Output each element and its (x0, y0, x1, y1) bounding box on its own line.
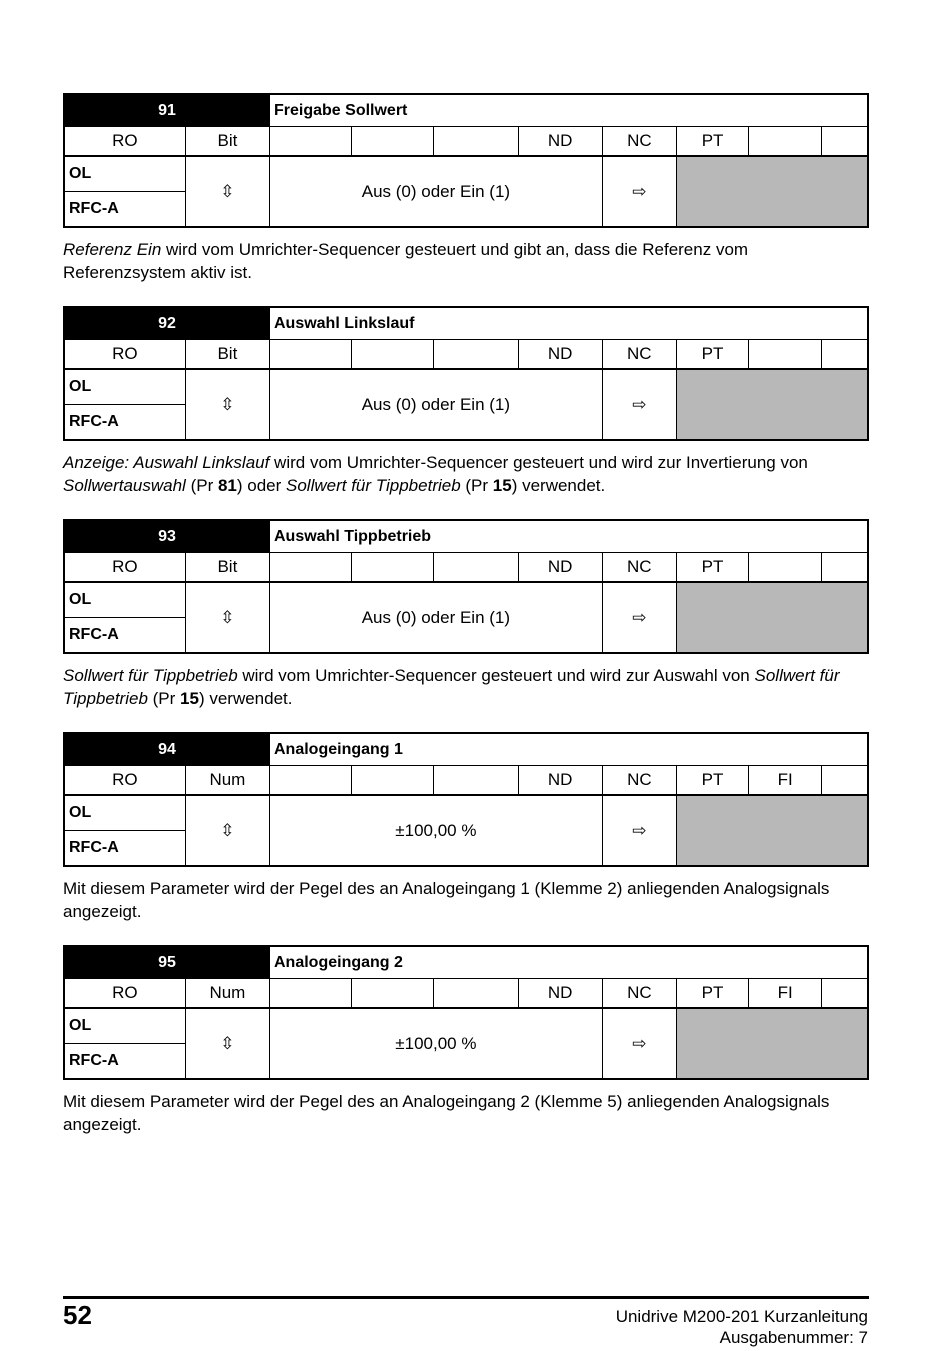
parameter-number: 92 (64, 307, 269, 340)
attribute-flag (434, 979, 518, 1009)
right-arrow-icon: ⇨ (602, 1008, 676, 1079)
attribute-flag (434, 553, 518, 583)
attribute-flag: RO (64, 340, 185, 370)
description-text: Referenz Ein (63, 240, 162, 259)
up-down-arrow-icon: ⇳ (185, 156, 269, 227)
attribute-flag: RO (64, 979, 185, 1009)
description-text: Mit diesem Parameter wird der Pegel des an Analogeingang 1 (Klemme 2) anliegenden Analogsignals angezeigt. (63, 879, 830, 921)
description-text: Sollwert für Tippbetrieb (63, 666, 238, 685)
parameter-description (63, 877, 869, 923)
mode-label-rfc-a: RFC-A (64, 192, 185, 228)
attribute-flag (434, 766, 518, 796)
parameter-table (63, 519, 869, 654)
page-number: 52 (63, 1300, 92, 1330)
attribute-flag (352, 979, 434, 1009)
attribute-flag: Bit (185, 340, 269, 370)
mode-label-ol: OL (64, 795, 185, 831)
parameter-name: Analogeingang 2 (270, 946, 869, 979)
description-text: ) verwendet. (511, 476, 606, 495)
attribute-flag (352, 766, 434, 796)
up-down-arrow-icon: ⇳ (185, 1008, 269, 1079)
parameter-range: Aus (0) oder Ein (1) (269, 369, 602, 440)
right-arrow-icon: ⇨ (602, 582, 676, 653)
attribute-flag: PT (676, 979, 748, 1009)
description-text: wird vom Umrichter-Sequencer gesteuert und wird zur Invertierung von (269, 453, 808, 472)
default-value-cell (676, 369, 868, 440)
attribute-flag (270, 127, 352, 157)
description-text: (Pr (185, 476, 218, 495)
mode-label-ol: OL (64, 369, 185, 405)
attribute-flag (749, 127, 822, 157)
parameter-table (63, 306, 869, 441)
attribute-flag: FI (749, 979, 822, 1009)
parameter-block-91 (63, 93, 869, 284)
attribute-flag: FI (749, 766, 822, 796)
default-value-cell (676, 1008, 868, 1079)
attribute-flag: NC (602, 766, 676, 796)
right-arrow-icon: ⇨ (602, 156, 676, 227)
description-text: ) oder (236, 476, 287, 495)
parameter-table (63, 732, 869, 867)
description-text: 15 (180, 689, 199, 708)
parameter-table (63, 93, 869, 228)
description-text: wird vom Umrichter-Sequencer gesteuert und wird zur Auswahl von (237, 666, 755, 685)
parameter-number: 95 (64, 946, 270, 979)
attribute-flag: RO (64, 553, 185, 583)
parameter-range: ±100,00 % (270, 795, 603, 866)
attribute-flag (352, 553, 434, 583)
footer-info (616, 1306, 868, 1348)
attribute-flag: ND (518, 553, 602, 583)
parameter-range: Aus (0) oder Ein (1) (269, 582, 602, 653)
attribute-flag: Num (185, 979, 269, 1009)
description-text: ) verwendet. (198, 689, 293, 708)
attribute-flag: Num (185, 766, 269, 796)
description-text: (Pr (460, 476, 493, 495)
default-value-cell (676, 156, 868, 227)
attribute-flag (749, 340, 822, 370)
attribute-flag (434, 127, 518, 157)
attribute-flag (434, 340, 518, 370)
attribute-flag: RO (64, 766, 185, 796)
description-text: Sollwert für Tippbetrieb (63, 666, 840, 708)
attribute-flag (269, 340, 351, 370)
attribute-flag (270, 979, 352, 1009)
parameter-name: Auswahl Linkslauf (269, 307, 868, 340)
description-text: (Pr (147, 689, 181, 708)
attribute-flag (822, 979, 868, 1009)
description-text: Anzeige: Auswahl Linkslauf (63, 453, 270, 472)
parameter-description (63, 238, 869, 284)
mode-label-rfc-a: RFC-A (64, 1044, 185, 1080)
attribute-flag: ND (518, 979, 602, 1009)
right-arrow-icon: ⇨ (602, 369, 676, 440)
description-text: 15 (492, 476, 512, 495)
attribute-flag: ND (518, 127, 602, 157)
parameter-name: Auswahl Tippbetrieb (269, 520, 868, 553)
parameter-number: 91 (64, 94, 270, 127)
parameter-description (63, 664, 869, 710)
attribute-flag: Bit (185, 553, 269, 583)
parameter-block-93 (63, 519, 869, 710)
up-down-arrow-icon: ⇳ (185, 582, 269, 653)
description-text: Mit diesem Parameter wird der Pegel des an Analogeingang 2 (Klemme 5) anliegenden Analogsignals angezeigt. (63, 1092, 830, 1134)
parameter-block-95 (63, 945, 869, 1136)
attribute-flag: PT (676, 766, 748, 796)
description-text: wird vom Umrichter-Sequencer gesteuert und gibt an, dass die Referenz vom Referenzsystem aktiv ist. (63, 240, 749, 282)
parameter-name: Freigabe Sollwert (270, 94, 868, 127)
description-text: Sollwertauswahl (63, 476, 186, 495)
parameter-range: ±100,00 % (270, 1008, 603, 1079)
parameter-block-92 (63, 306, 869, 497)
default-value-cell (676, 795, 868, 866)
parameter-block-94 (63, 732, 869, 923)
attribute-flag: ND (518, 766, 602, 796)
parameter-range: Aus (0) oder Ein (1) (270, 156, 603, 227)
attribute-flag (822, 766, 868, 796)
right-arrow-icon: ⇨ (602, 795, 676, 866)
manual-title: Unidrive M200-201 Kurzanleitung (615, 1307, 868, 1326)
parameter-number: 93 (64, 520, 269, 553)
parameter-description (63, 1090, 869, 1136)
attribute-flag: PT (676, 553, 748, 583)
attribute-flag (269, 553, 351, 583)
attribute-flag (352, 127, 434, 157)
attribute-flag: NC (602, 340, 676, 370)
parameter-number: 94 (64, 733, 270, 766)
parameter-description (63, 451, 869, 497)
attribute-flag (822, 553, 868, 583)
parameter-name: Analogeingang 1 (270, 733, 869, 766)
attribute-flag (822, 340, 868, 370)
attribute-flag: PT (676, 340, 748, 370)
attribute-flag: PT (676, 127, 748, 157)
description-text: 81 (217, 476, 237, 495)
mode-label-ol: OL (64, 1008, 185, 1044)
up-down-arrow-icon: ⇳ (185, 795, 269, 866)
mode-label-rfc-a: RFC-A (64, 831, 185, 867)
attribute-flag: NC (602, 127, 676, 157)
attribute-flag: NC (602, 553, 676, 583)
description-text: Sollwert für Tippbetrieb (286, 476, 461, 495)
parameter-table (63, 945, 869, 1080)
up-down-arrow-icon: ⇳ (185, 369, 269, 440)
attribute-flag: RO (64, 127, 185, 157)
attribute-flag: ND (518, 340, 602, 370)
attribute-flag (822, 127, 868, 157)
mode-label-rfc-a: RFC-A (64, 618, 185, 654)
footer-rule (63, 1296, 869, 1299)
issue-number: Ausgabenummer: 7 (719, 1328, 868, 1347)
default-value-cell (676, 582, 868, 653)
attribute-flag (270, 766, 352, 796)
mode-label-ol: OL (64, 156, 185, 192)
attribute-flag (749, 553, 822, 583)
attribute-flag: NC (602, 979, 676, 1009)
mode-label-rfc-a: RFC-A (64, 405, 185, 441)
attribute-flag (352, 340, 434, 370)
mode-label-ol: OL (64, 582, 185, 618)
attribute-flag: Bit (185, 127, 269, 157)
